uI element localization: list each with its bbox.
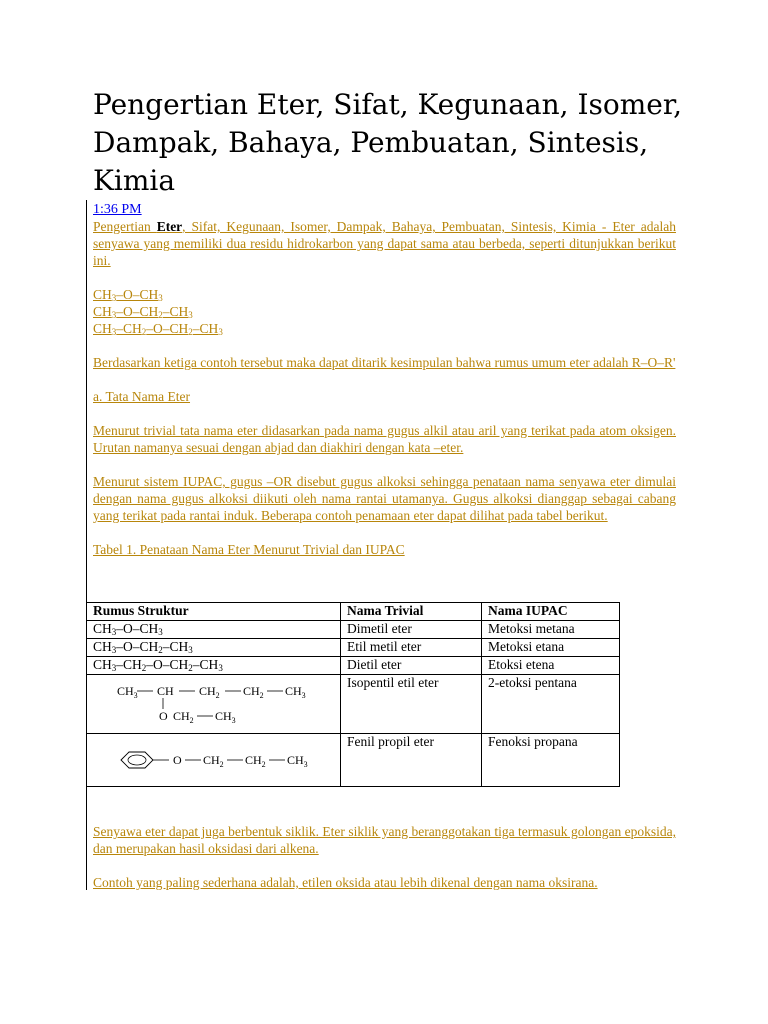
contoh-paragraph[interactable]: Contoh yang paling sederhana adalah, etilen oksida atau lebih dikenal dengan nama oksirana. (93, 875, 598, 890)
post-time-link[interactable]: 1:36 PM (93, 202, 142, 217)
cell-structure: $CH_3-O-CH_3$ (87, 621, 341, 639)
atom-ch2-2: $CH_2$ (245, 753, 266, 769)
cell-structure (87, 734, 341, 787)
cell-iupac: Metoksi etana (482, 639, 620, 657)
cell-iupac: Fenoksi propana (482, 734, 620, 787)
post-body (93, 218, 676, 575)
intro-prefix: Pengertian (93, 219, 157, 234)
cell-structure: $CH_3-CH_2-O-CH_2-CH_3$ (87, 657, 341, 675)
benzene-ring-icon (121, 752, 153, 768)
article-title: Pengertian Eter, Sifat, Kegunaan, Isomer, Dampak, Bahaya, Pembuatan, Sintesis, Kimia (93, 88, 683, 197)
ether-naming-table (86, 602, 620, 787)
atom-ch3-5: $CH_3$ (285, 684, 306, 700)
atom-ch3-branch: $CH_3$ (215, 709, 236, 725)
header-nama-iupac: Nama IUPAC (482, 603, 620, 621)
cell-trivial: Dietil eter (341, 657, 482, 675)
atom-ch2-4: $CH_2$ (243, 684, 264, 700)
cell-iupac: Metoksi metana (482, 621, 620, 639)
siklik-paragraph[interactable]: Senyawa eter dapat juga berbentuk siklik. Eter siklik yang beranggotakan tiga termasuk golongan epoksida, dan merupakan hasil oksidasi dari alkena. (93, 824, 676, 856)
intro-paragraph[interactable] (93, 218, 676, 269)
intro-rest: , Sifat, Kegunaan, Isomer, Dampak, Bahaya, Pembuatan, Sintesis, Kimia - Eter adalah senyawa yang memiliki dua residu hidrokarbon yang dapat sama atau berbeda, seperti ditunjukkan berikut ini. (93, 219, 676, 268)
atom-ch2-1: $CH_2$ (203, 753, 224, 769)
iupac-paragraph[interactable]: Menurut sistem IUPAC, gugus –OR disebut gugus alkoksi sehingga penataan nama senyawa eter dimulai dengan nama gugus alkoksi diikuti oleh nama rantai utamanya. Gugus alkoksi dianggap sebagai cabang yang terikat pada rantai induk. Beberapa contoh penamaan eter dapat dilihat pada tabel berikut. (93, 474, 676, 523)
atom-ch3-1: $CH_3$ (117, 684, 138, 700)
cell-trivial: Dimetil eter (341, 621, 482, 639)
atom-ch2-branch: $CH_2$ (173, 709, 194, 725)
cell-structure: $CH_3-O-CH_2-CH_3$ (87, 639, 341, 657)
conclusion-paragraph[interactable]: Berdasarkan ketiga contoh tersebut maka dapat ditarik kesimpulan bahwa rumus umum eter adalah R–O–R' (93, 355, 676, 370)
atom-o: O (173, 753, 182, 767)
cell-trivial: Isopentil etil eter (341, 675, 482, 734)
isopentyl-ethyl-ether-structure (93, 675, 323, 733)
phenyl-propyl-ether-structure (93, 734, 323, 786)
intro-bold-term: Eter (156, 219, 183, 234)
table-row (87, 675, 620, 734)
header-nama-trivial: Nama Trivial (341, 603, 482, 621)
atom-ch2-3: $CH_2$ (199, 684, 220, 700)
formula-etil-metil[interactable]: $CH_3-O-CH_2-CH_3$ (93, 304, 193, 320)
atom-ch3: $CH_3$ (287, 753, 308, 769)
formula-dimetil[interactable]: $CH_3-O-CH_3$ (93, 287, 163, 303)
cell-trivial: Fenil propil eter (341, 734, 482, 787)
table-header-row (87, 603, 620, 621)
cell-structure (87, 675, 341, 734)
table-caption[interactable]: Tabel 1. Penataan Nama Eter Menurut Trivial dan IUPAC (93, 542, 405, 557)
section-heading-tata-nama[interactable]: a. Tata Nama Eter (93, 389, 191, 404)
table-row (87, 657, 620, 675)
table-row (87, 734, 620, 787)
trivial-paragraph[interactable]: Menurut trivial tata nama eter didasarkan pada nama gugus alkil atau aril yang terikat pada atom oksigen. Urutan namanya sesuai dengan abjad dan diakhiri dengan kata –eter. (93, 423, 676, 455)
formula-dietil[interactable]: $CH_3-CH_2-O-CH_2-CH_3$ (93, 321, 223, 337)
header-rumus-struktur: Rumus Struktur (87, 603, 341, 621)
table-row (87, 639, 620, 657)
atom-o-branch: O (159, 709, 168, 723)
table-row (87, 621, 620, 639)
post-body-continued (93, 823, 676, 908)
cell-trivial: Etil metil eter (341, 639, 482, 657)
cell-iupac: 2-etoksi pentana (482, 675, 620, 734)
cell-iupac: Etoksi etena (482, 657, 620, 675)
atom-ch-2: CH (157, 684, 174, 698)
